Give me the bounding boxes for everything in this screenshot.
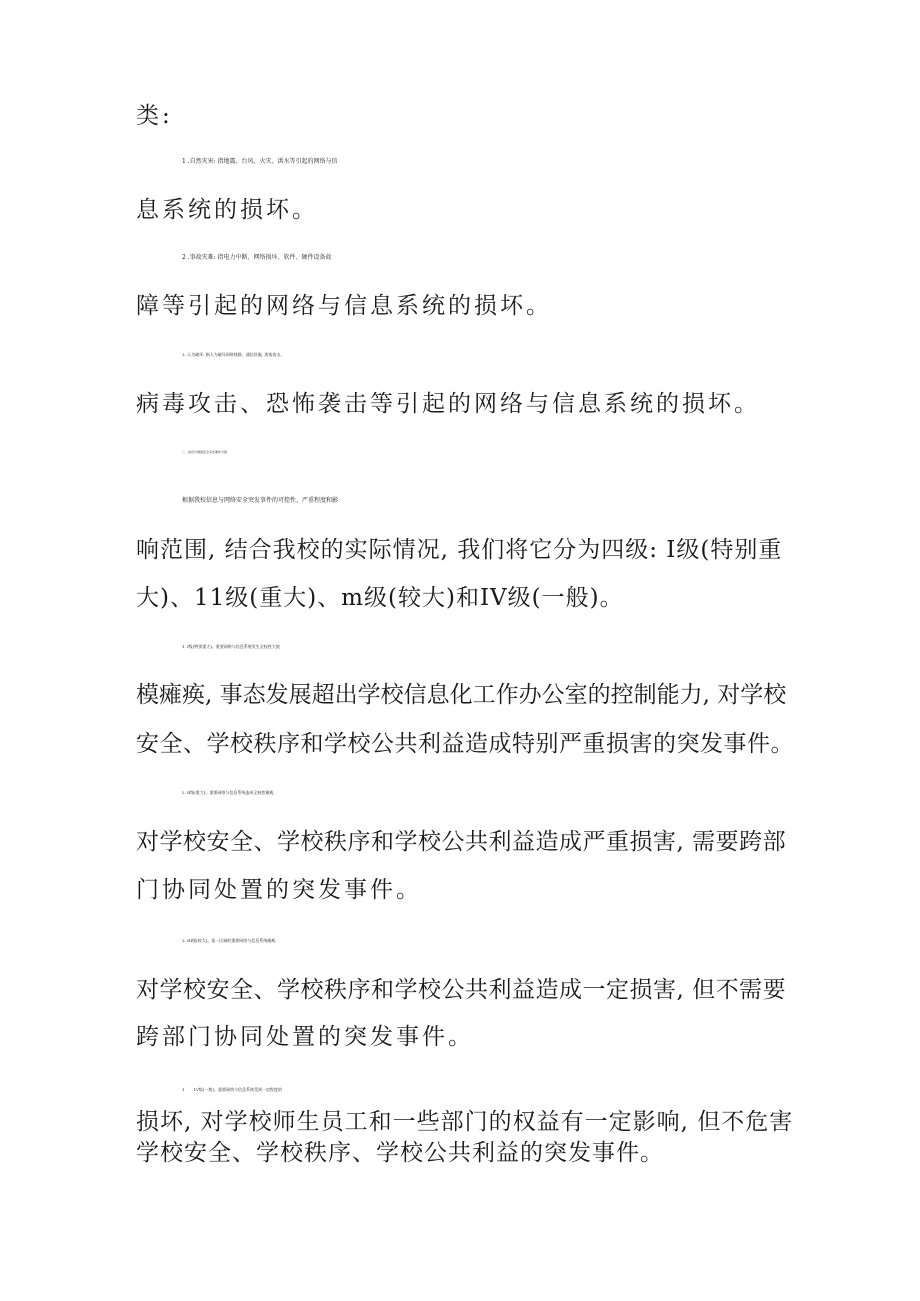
text-line: 安全、学校秩序和学校公共利益造成特别严重损害的突发事件。 [136, 731, 794, 757]
text-line-level-4: 1 .1V级(一般)。重要网络与信息系统受到一定程度的 [182, 1087, 282, 1092]
text-line-human-damage: 3 .人为破坏: 指人为破坏网络线路、通信设施, 黑客攻击、 [182, 352, 285, 357]
text-line: 对学校安全、学校秩序和学校公共利益造成一定损害, 但不需要 [136, 977, 787, 1003]
text-line: 病毒攻击、恐怖袭击等引起的网络与信息系统的损坏。 [136, 391, 760, 417]
section-heading: 二、信息与网络安全突发事件分级 [182, 450, 228, 454]
text-line: 响范围, 结合我校的实际情况, 我们将它分为四级: I级(特别重 [136, 537, 783, 563]
text-line-level-3: 3. HI级(较大)。某一区域的重要网络与信息系统瘫痪, [182, 938, 277, 943]
text-line: 学校安全、学校秩序、学校公共利益的突发事件。 [136, 1140, 664, 1166]
text-line: 障等引起的网络与信息系统的损坏。 [136, 293, 552, 319]
text-line: 对学校安全、学校秩序和学校公共利益造成严重损害, 需要跨部 [136, 829, 787, 855]
text-line: 模瘫痪, 事态发展超出学校信息化工作办公室的控制能力, 对学校 [136, 682, 787, 708]
text-line-level-1: 1. I级(特别重大)。重要网络与信息系统发生全校性大规 [182, 644, 280, 649]
text-line-continuation: 类: [136, 103, 173, 129]
text-line: 门协同处置的突发事件。 [136, 877, 422, 903]
text-line-level-2: 2. II级(重大)。重要网络与信息系统造成全校性瘫痪, [182, 790, 275, 795]
text-line-classification-intro: 根据我校信息与网络安全突发事件的可控性、严重程度和影 [182, 497, 339, 504]
text-line: 大)、11级(重大)、m级(较大)和IV级(一般)。 [136, 585, 624, 611]
text-line-accident-disaster: 2 .事故灾难: 指电力中断、网络损坏、软件、硬件设备故 [182, 254, 332, 261]
text-line: 跨部门协同处置的突发事件。 [136, 1024, 474, 1050]
text-line: 损坏, 对学校师生员工和一些部门的权益有一定影响, 但不危害 [136, 1109, 794, 1135]
text-line-natural-disaster: 1 .自然灾害: 指地震、台风、火灾、洪水等引起的网络与信 [182, 158, 338, 165]
text-line: 息系统的损坏。 [136, 197, 318, 223]
